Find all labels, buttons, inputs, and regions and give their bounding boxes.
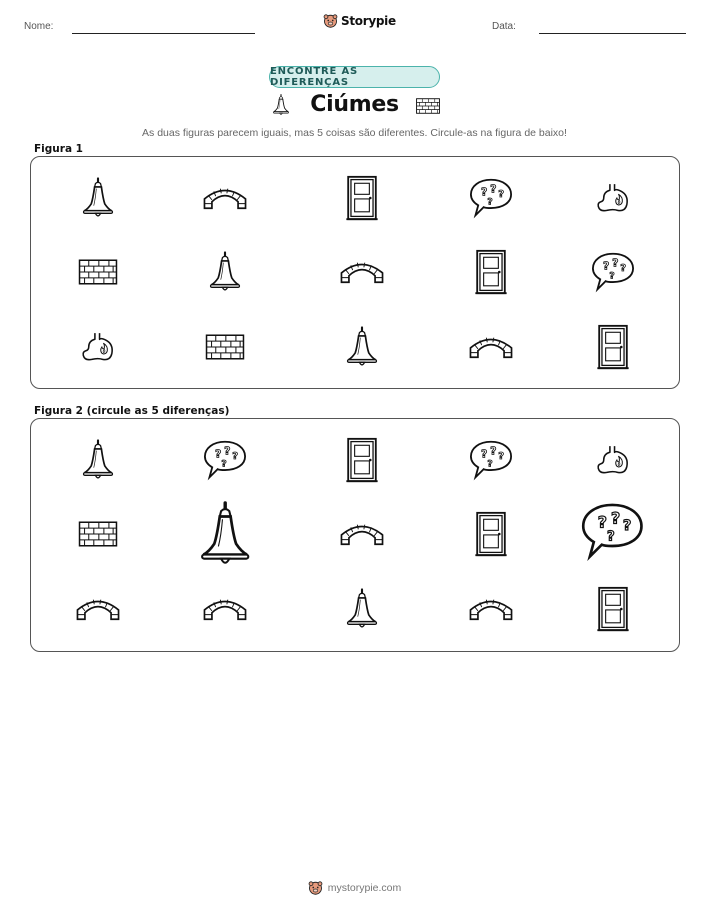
figure1-arch-bridge-icon[interactable] (467, 333, 515, 361)
figure1-bell-icon[interactable] (345, 325, 379, 369)
figure1-bell-icon[interactable] (208, 250, 242, 294)
figure1-bell-icon[interactable] (81, 176, 115, 220)
storypie-logo (323, 13, 396, 28)
figure2-bell-icon[interactable] (81, 438, 115, 482)
figure2-arch-bridge-icon[interactable] (467, 595, 515, 623)
figure1-question-bubble-icon[interactable] (590, 251, 636, 293)
figure2-question-bubble-icon[interactable] (579, 501, 646, 562)
figure2-arch-bridge-icon[interactable] (338, 520, 386, 548)
figure2-question-bubble-icon[interactable] (202, 439, 248, 481)
activity-badge: ENCONTRE AS DIFERENÇAS (269, 66, 440, 88)
date-label: Data: (492, 21, 516, 32)
figure2-brick-wall-icon[interactable] (77, 519, 119, 549)
instructions: As duas figuras parecem iguais, mas 5 coisas são diferentes. Circule-as na figura de baixo! (142, 127, 567, 139)
figure2-arch-bridge-icon[interactable] (201, 595, 249, 623)
brand-name: Storypie (341, 13, 396, 28)
figure1-door-icon[interactable] (474, 249, 508, 295)
figure2-bell-icon[interactable] (345, 587, 379, 631)
figure2-arch-bridge-icon[interactable] (74, 595, 122, 623)
figure2-bell-icon[interactable] (198, 499, 252, 569)
date-field-line[interactable] (539, 33, 686, 34)
figure1-arch-bridge-icon[interactable] (338, 258, 386, 286)
figure2-stomach-fire-icon[interactable] (596, 438, 630, 482)
figure1-panel (30, 156, 680, 389)
name-field-line[interactable] (72, 33, 255, 34)
footer-logo-icon (308, 880, 323, 895)
figure1-label: Figura 1 (34, 143, 83, 155)
figure1-stomach-fire-icon[interactable] (596, 176, 630, 220)
figure1-door-icon[interactable] (345, 175, 379, 221)
figure1-door-icon[interactable] (596, 324, 630, 370)
figure2-question-bubble-icon[interactable] (468, 439, 514, 481)
title-brick-wall-icon (415, 97, 441, 115)
figure2-door-icon[interactable] (474, 511, 508, 557)
figure1-brick-wall-icon[interactable] (204, 332, 246, 362)
storypie-logo-icon (323, 13, 338, 28)
figure1-arch-bridge-icon[interactable] (201, 184, 249, 212)
figure2-door-icon[interactable] (345, 437, 379, 483)
page-title: Ciúmes (310, 92, 399, 117)
figure1-stomach-fire-icon[interactable] (81, 325, 115, 369)
figure1-brick-wall-icon[interactable] (77, 257, 119, 287)
name-label: Nome: (24, 21, 54, 32)
figure1-question-bubble-icon[interactable] (468, 177, 514, 219)
figure2-label: Figura 2 (circule as 5 diferenças) (34, 405, 230, 417)
figure2-panel (30, 418, 680, 652)
figure2-door-icon[interactable] (596, 586, 630, 632)
footer (0, 880, 709, 895)
footer-url[interactable]: mystorypie.com (327, 881, 402, 894)
